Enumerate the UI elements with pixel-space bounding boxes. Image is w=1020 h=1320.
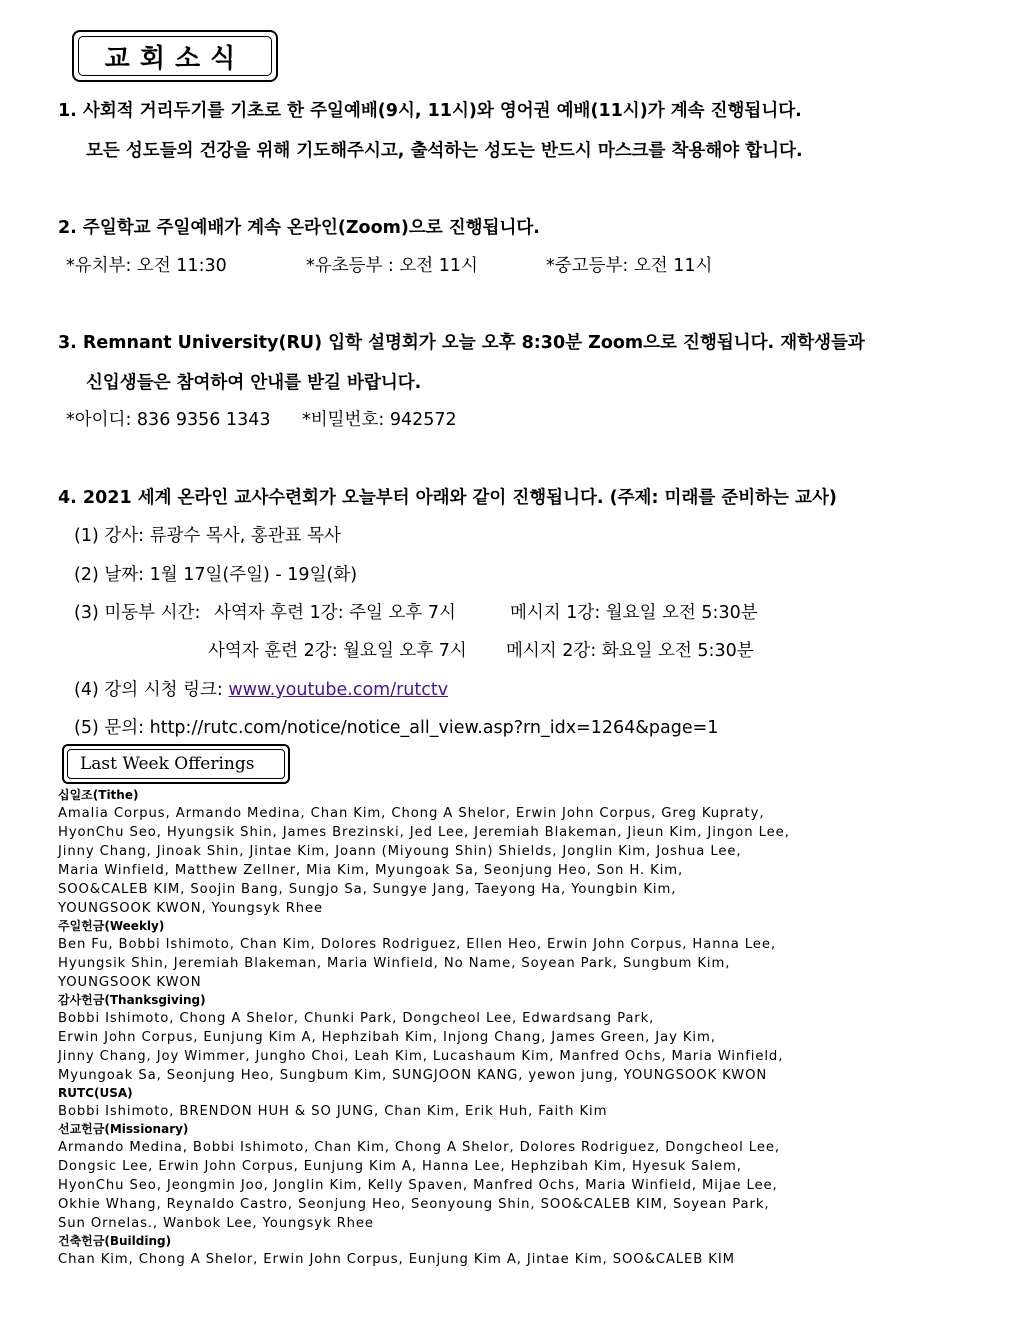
- offering-names-line: Chan Kim, Chong A Shelor, Erwin John Corpus, Eunjung Kim A, Jintae Kim, SOO&CALEB KIM: [58, 1252, 735, 1267]
- news-3-line-1: 3. Remnant University(RU) 입학 설명회가 오늘 오후 8:30분 Zoom으로 진행됩니다. 재학생들과: [58, 333, 865, 353]
- news-4-time-2b: 메시지 2강: 화요일 오전 5:30분: [506, 641, 754, 661]
- news-4-speaker: (1) 강사: 류광수 목사, 홍관표 목사: [74, 526, 341, 546]
- news-4-link-row: [74, 676, 448, 701]
- news-4-time-label: (3) 미동부 시간:: [74, 603, 201, 623]
- offering-section-tithe: [58, 787, 958, 918]
- offering-section-rutc: [58, 1085, 958, 1121]
- news-3-zoom-id: *아이디: 836 9356 1343: [66, 410, 271, 430]
- offering-section-missionary: [58, 1121, 958, 1233]
- news-3-line-2: 신입생들은 참여하여 안내를 받길 바랍니다.: [86, 373, 422, 393]
- news-1-line-1: 1. 사회적 거리두기를 기초로 한 주일예배(9시, 11시)와 영어권 예배(11시)가 계속 진행됩니다.: [58, 101, 802, 121]
- offering-names-line: Jinny Chang, Jinoak Shin, Jintae Kim, Joann (Miyoung Shin) Shields, Jonglin Kim, Joshua Lee,: [58, 844, 742, 859]
- offering-category: 십일조(Tithe): [58, 788, 139, 802]
- news-2-elementary: *유초등부 : 오전 11시: [306, 256, 478, 276]
- page-title: 교회소식: [78, 36, 272, 76]
- news-2-line-1: 2. 주일학교 주일예배가 계속 온라인(Zoom)으로 진행됩니다.: [58, 218, 540, 238]
- offering-category: 감사헌금(Thanksgiving): [58, 993, 206, 1007]
- offering-names-line: Bobbi Ishimoto, BRENDON HUH & SO JUNG, Chan Kim, Erik Huh, Faith Kim: [58, 1104, 608, 1119]
- offering-names-line: Jinny Chang, Joy Wimmer, Jungho Choi, Leah Kim, Lucashaum Kim, Manfred Ochs, Maria Winfield,: [58, 1049, 784, 1064]
- offering-category: 주일헌금(Weekly): [58, 919, 165, 933]
- news-4-link-label: (4) 강의 시청 링크:: [74, 680, 223, 700]
- offering-names-line: Ben Fu, Bobbi Ishimoto, Chan Kim, Dolores Rodriguez, Ellen Heo, Erwin John Corpus, Hanna Lee,: [58, 937, 776, 952]
- offering-category: 선교헌금(Missionary): [58, 1122, 189, 1136]
- offering-names-line: Armando Medina, Bobbi Ishimoto, Chan Kim, Chong A Shelor, Dolores Rodriguez, Dongcheol Lee,: [58, 1140, 780, 1155]
- offering-names-line: Dongsic Lee, Erwin John Corpus, Eunjung Kim A, Hanna Lee, Hephzibah Kim, Hyesuk Salem,: [58, 1159, 742, 1174]
- offering-section-weekly: [58, 918, 958, 992]
- offering-names-line: HyonChu Seo, Hyungsik Shin, James Brezinski, Jed Lee, Jeremiah Blakeman, Jieun Kim, Jingon Lee,: [58, 825, 790, 840]
- news-4-time-1b: 메시지 1강: 월요일 오전 5:30분: [510, 603, 758, 623]
- offering-names-line: Bobbi Ishimoto, Chong A Shelor, Chunki Park, Dongcheol Lee, Edwardsang Park,: [58, 1011, 655, 1026]
- offering-names-line: Okhie Whang, Reynaldo Castro, Seonjung Heo, Seonyoung Shin, SOO&CALEB KIM, Soyean Park,: [58, 1197, 770, 1212]
- news-4-inquiry: (5) 문의: http://rutc.com/notice/notice_all_view.asp?rn_idx=1264&page=1: [74, 718, 719, 738]
- offering-section-thanksgiving: [58, 992, 958, 1085]
- news-4-time-2a: 사역자 훈련 2강: 월요일 오후 7시: [208, 641, 467, 661]
- offering-names-line: SOO&CALEB KIM, Soojin Bang, Sungjo Sa, Sungye Jang, Taeyong Ha, Youngbin Kim,: [58, 882, 677, 897]
- offering-names-line: YOUNGSOOK KWON: [58, 975, 202, 990]
- offering-names-line: Erwin John Corpus, Eunjung Kim A, Hephzibah Kim, Injong Chang, James Green, Jay Kim,: [58, 1030, 716, 1045]
- news-2-kindergarten: *유치부: 오전 11:30: [66, 256, 227, 276]
- offerings-list: [58, 787, 958, 1269]
- church-news-title-box: [72, 30, 278, 82]
- offering-names-line: Amalia Corpus, Armando Medina, Chan Kim, Chong A Shelor, Erwin John Corpus, Greg Kupraty,: [58, 806, 765, 821]
- offering-category: 건축헌금(Building): [58, 1234, 172, 1248]
- offerings-title-box: [62, 744, 290, 784]
- offering-names-line: Hyungsik Shin, Jeremiah Blakeman, Maria Winfield, No Name, Soyean Park, Sungbum Kim,: [58, 956, 731, 971]
- offering-names-line: YOUNGSOOK KWON, Youngsyk Rhee: [58, 901, 324, 916]
- offering-category: RUTC(USA): [58, 1086, 133, 1100]
- youtube-link[interactable]: www.youtube.com/rutctv: [228, 680, 449, 700]
- offering-names-line: Myungoak Sa, Seonjung Heo, Sungbum Kim, SUNGJOON KANG, yewon jung, YOUNGSOOK KWON: [58, 1068, 768, 1083]
- news-1-line-2: 모든 성도들의 건강을 위해 기도해주시고, 출석하는 성도는 반드시 마스크를 착용해야 합니다.: [86, 141, 803, 161]
- offering-names-line: Sun Ornelas., Wanbok Lee, Youngsyk Rhee: [58, 1216, 374, 1231]
- news-4-line-1: 4. 2021 세계 온라인 교사수련회가 오늘부터 아래와 같이 진행됩니다. (주제: 미래를 준비하는 교사): [58, 488, 837, 508]
- news-3-zoom-password: *비밀번호: 942572: [302, 410, 457, 430]
- news-2-secondary: *중고등부: 오전 11시: [546, 256, 713, 276]
- offering-names-line: HyonChu Seo, Jeongmin Joo, Jonglin Kim, Kelly Spaven, Manfred Ochs, Maria Winfield, Mijae Lee,: [58, 1178, 778, 1193]
- offerings-title: Last Week Offerings: [67, 749, 285, 779]
- news-4-time-1a: 사역자 후련 1강: 주일 오후 7시: [214, 603, 456, 623]
- offering-names-line: Maria Winfield, Matthew Zellner, Mia Kim, Myungoak Sa, Seonjung Heo, Son H. Kim,: [58, 863, 684, 878]
- news-4-date: (2) 날짜: 1월 17일(주일) - 19일(화): [74, 565, 358, 585]
- offering-section-building: [58, 1233, 958, 1269]
